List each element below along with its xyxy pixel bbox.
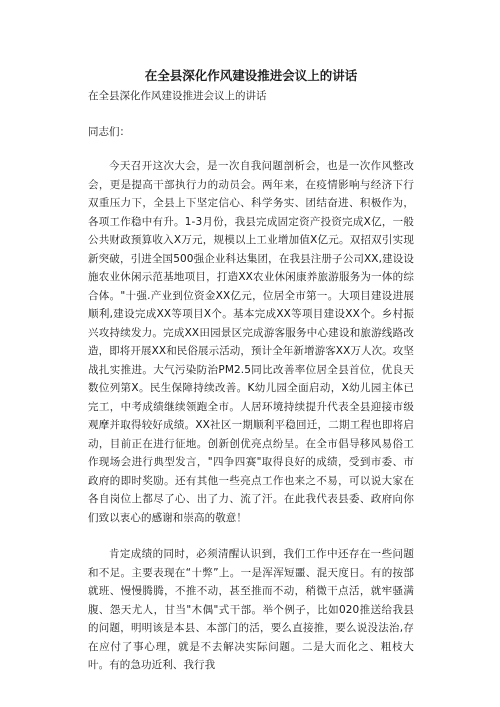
- greeting: 同志们：: [88, 126, 130, 138]
- paragraph-problems: 肯定成绩的同时，必须清醒认识到，我们工作中还存在一些问题和不足。主要表现在“十弊”上。一是浑浑短噩、混天度日。有的按部就班、慢慢腾腾，不推不动，甚至推而不动，稍微干点活，就牢骚满腹、怨天尤人，甘当"木偶"式干部。举个例子，比如020推送给我县的问题，明明该是本县、本部门的活，要么直接推，要么说没法治,存在应付了事心理，就是不去解决实际问题。二是大而化之、粗枝大叶。有的急功近利、我行我: [88, 548, 414, 671]
- document-title: 在全县深化作风建设推进会议上的讲话: [144, 68, 358, 83]
- document-subtitle: 在全县深化作风建设推进会议上的讲话: [88, 90, 267, 102]
- paragraph-achievements: 今天召开这次大会，是一次自我问题剖析会，也是一次作风整改会，更是提高干部执行力的动员会。两年来，在疫情影响与经济下行双重压力下，全县上下坚定信心、科学务实、团结奋进、积极作为，各项工作稳中有升。1-3月份，我县完成固定资产投资完成X亿，一般公共财政预算收入X万元，规模以上工业增加值X亿元。双招双引实现新突破，引进全国500强企业科达集团，在我县注册子公司XX,建设设施农业休闲示范基地项目，打造XX农业休闲康养旅游服务为一体的综合体。"十强.产业到位资金XX亿元，位居全市第一。大项目建设进展顺利,建设完成XX等项目X个。基本完成XX等项目建设XX个。乡村振兴攻持续发力。完成XX田园景区完成游客服务中心建设和旅游线路改造，即将开展XX和民俗展示活动，预计全年新增游客XX万人次。攻坚战扎实推进。大气污染防治PM2.5同比改善率位居全县首位，优良天数位列第X。民生保障持续改善。K幼儿园全面启动，X幼儿园主体已完工，中考成绩继续领跑全市。人居环境持续提升代表全县迎接市级观摩并取得较好成绩。XX社区一期顺利平稳回迁，二期工程也即将启动，目前正在进行征地。创新创优亮点纷呈。在全市倡导移风易俗工作现场会进行典型发言，"四争四赛"取得良好的成绩，受到市委、市政府的即时奖励。还有其他一些亮点工作也来之不易，可以说大家在各自岗位上都尽了心、出了力、流了汗。在此我代表县委、政府向你们致以衷心的感谢和崇高的敬意！: [88, 160, 414, 524]
